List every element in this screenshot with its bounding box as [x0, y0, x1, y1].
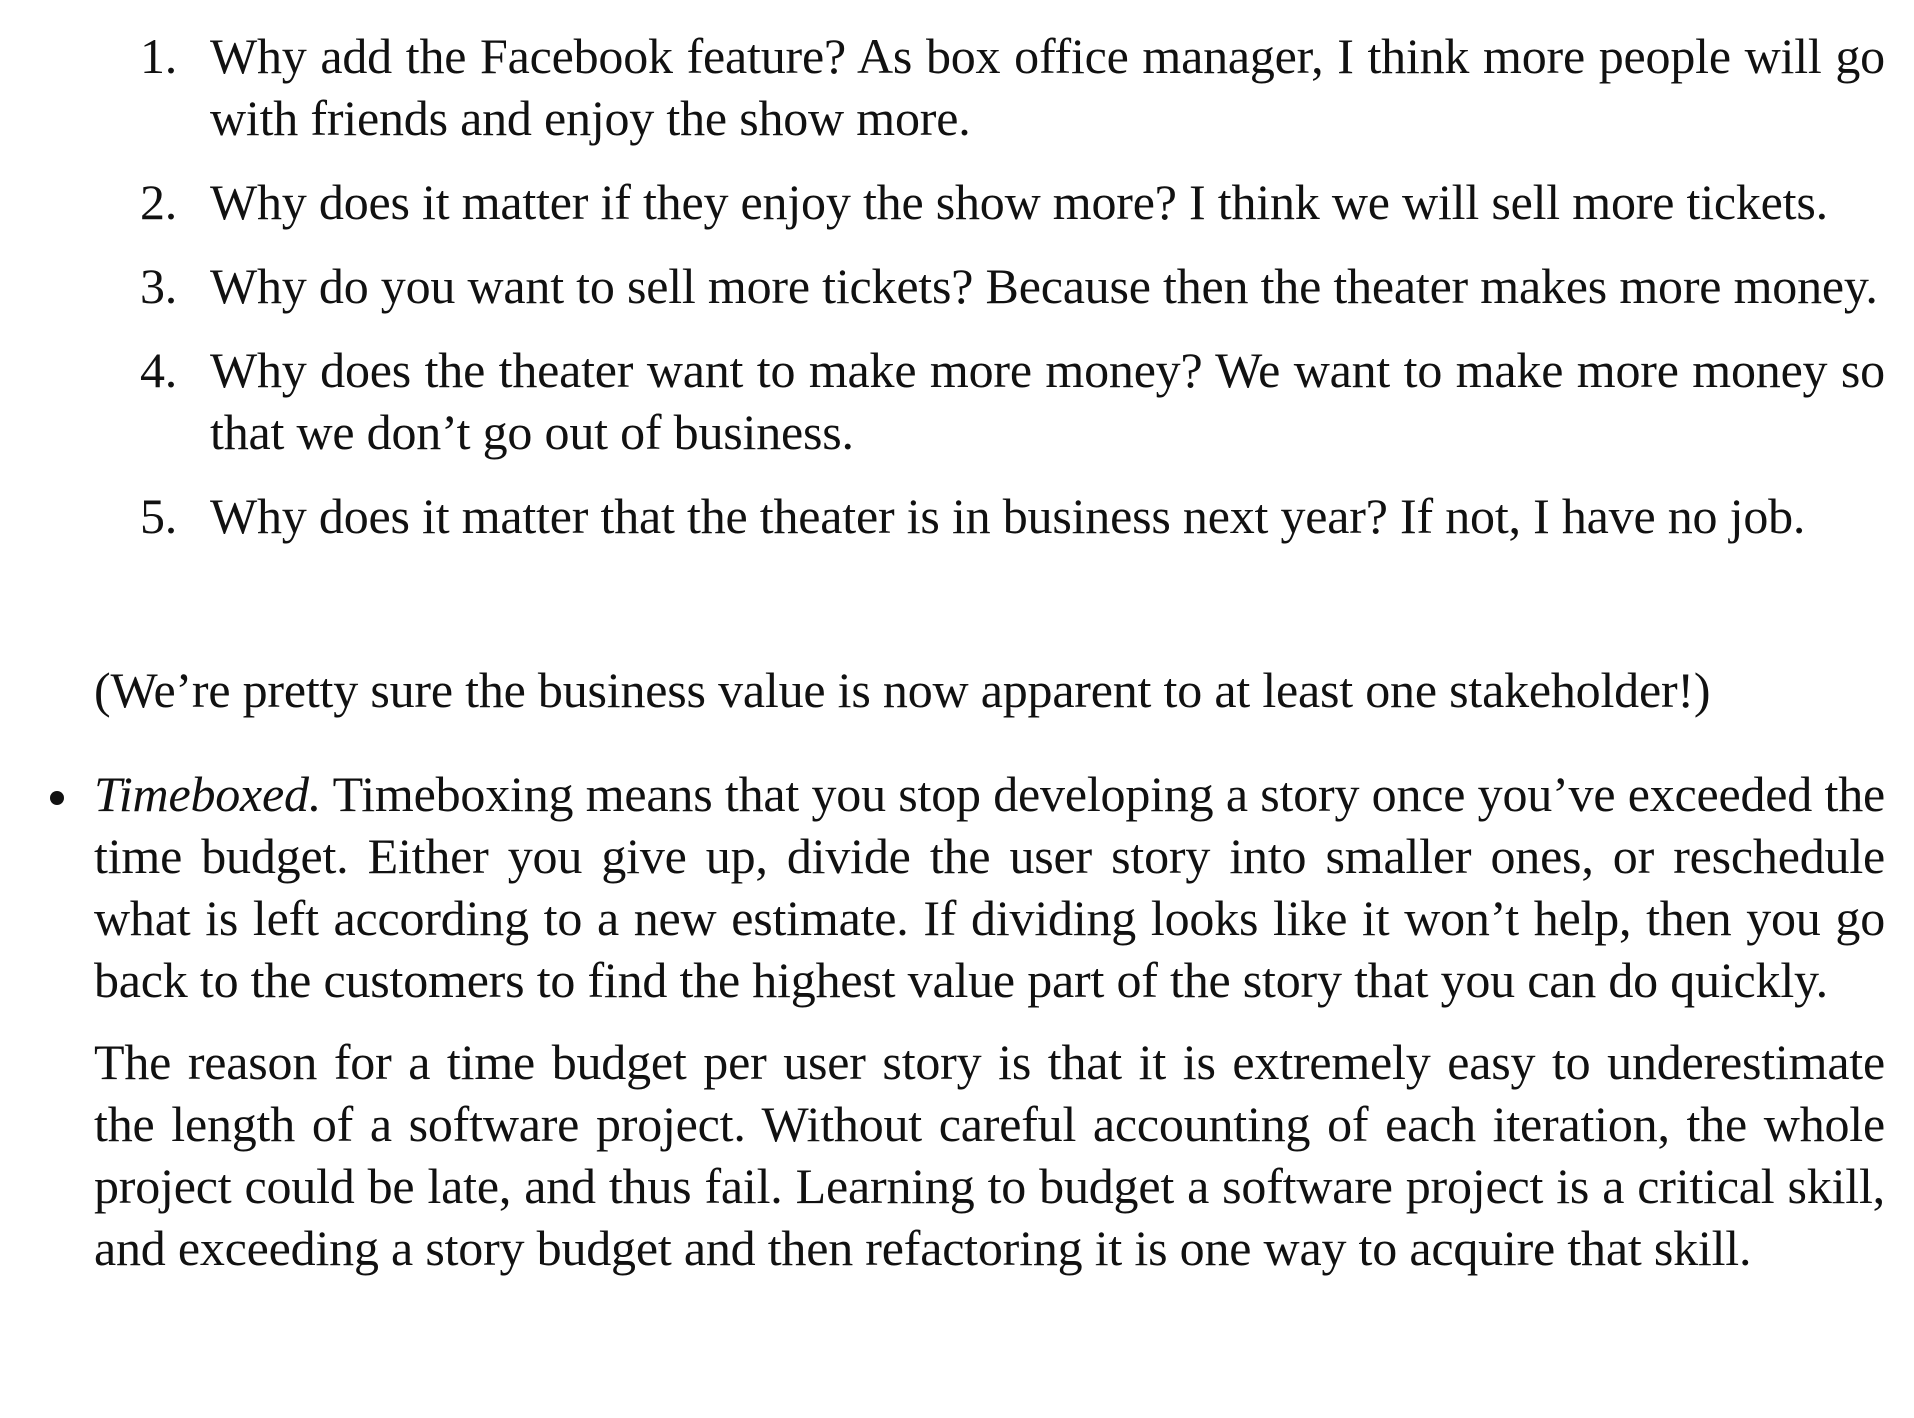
timeboxed-text: Timeboxing means that you stop developing a story once you’ve exceeded the time budget. Either you give up, divide the user story into smaller ones, or reschedule what is left according to a new estimate. If dividing looks like it won’t help, then you go back to the customers to find the highest value part of the story that you can do quickly.: [94, 766, 1885, 1008]
list-item: [140, 485, 1885, 547]
bullet-term: Timeboxed.: [94, 766, 322, 822]
timeboxed-paragraph: [94, 763, 1885, 1011]
list-item-number: 5.: [140, 488, 178, 544]
aside-paragraph: (We’re pretty sure the business value is now apparent to at least one stakeholder!): [94, 662, 1711, 718]
five-whys-list: [140, 25, 1885, 569]
list-item-number: 4.: [140, 342, 178, 398]
list-item: [140, 25, 1885, 149]
time-budget-paragraph: The reason for a time budget per user story is that it is extremely easy to underestimate the length of a software project. Without careful accounting of each iteration, the whole project could be late, and thus fail. Learning to budget a software project is a critical skill, and exceeding a story budget and then refactoring it is one way to acquire that skill.: [94, 1034, 1885, 1276]
bullet-dot-icon: [50, 791, 64, 805]
list-item: [140, 339, 1885, 463]
list-item-text: Why does the theater want to make more money? We want to make more money so that we don’t go out of business.: [210, 342, 1885, 460]
list-item: [140, 171, 1885, 233]
list-item: [140, 255, 1885, 317]
list-item-number: 1.: [140, 28, 178, 84]
list-item-text: Why add the Facebook feature? As box office manager, I think more people will go with friends and enjoy the show more.: [210, 28, 1885, 146]
bullet-body: [94, 763, 1885, 1279]
list-item-number: 2.: [140, 174, 178, 230]
list-item-text: Why does it matter that the theater is in business next year? If not, I have no job.: [210, 488, 1806, 544]
list-item-text: Why do you want to sell more tickets? Because then the theater makes more money.: [210, 258, 1878, 314]
list-item-text: Why does it matter if they enjoy the show more? I think we will sell more tickets.: [210, 174, 1828, 230]
list-item-number: 3.: [140, 258, 178, 314]
